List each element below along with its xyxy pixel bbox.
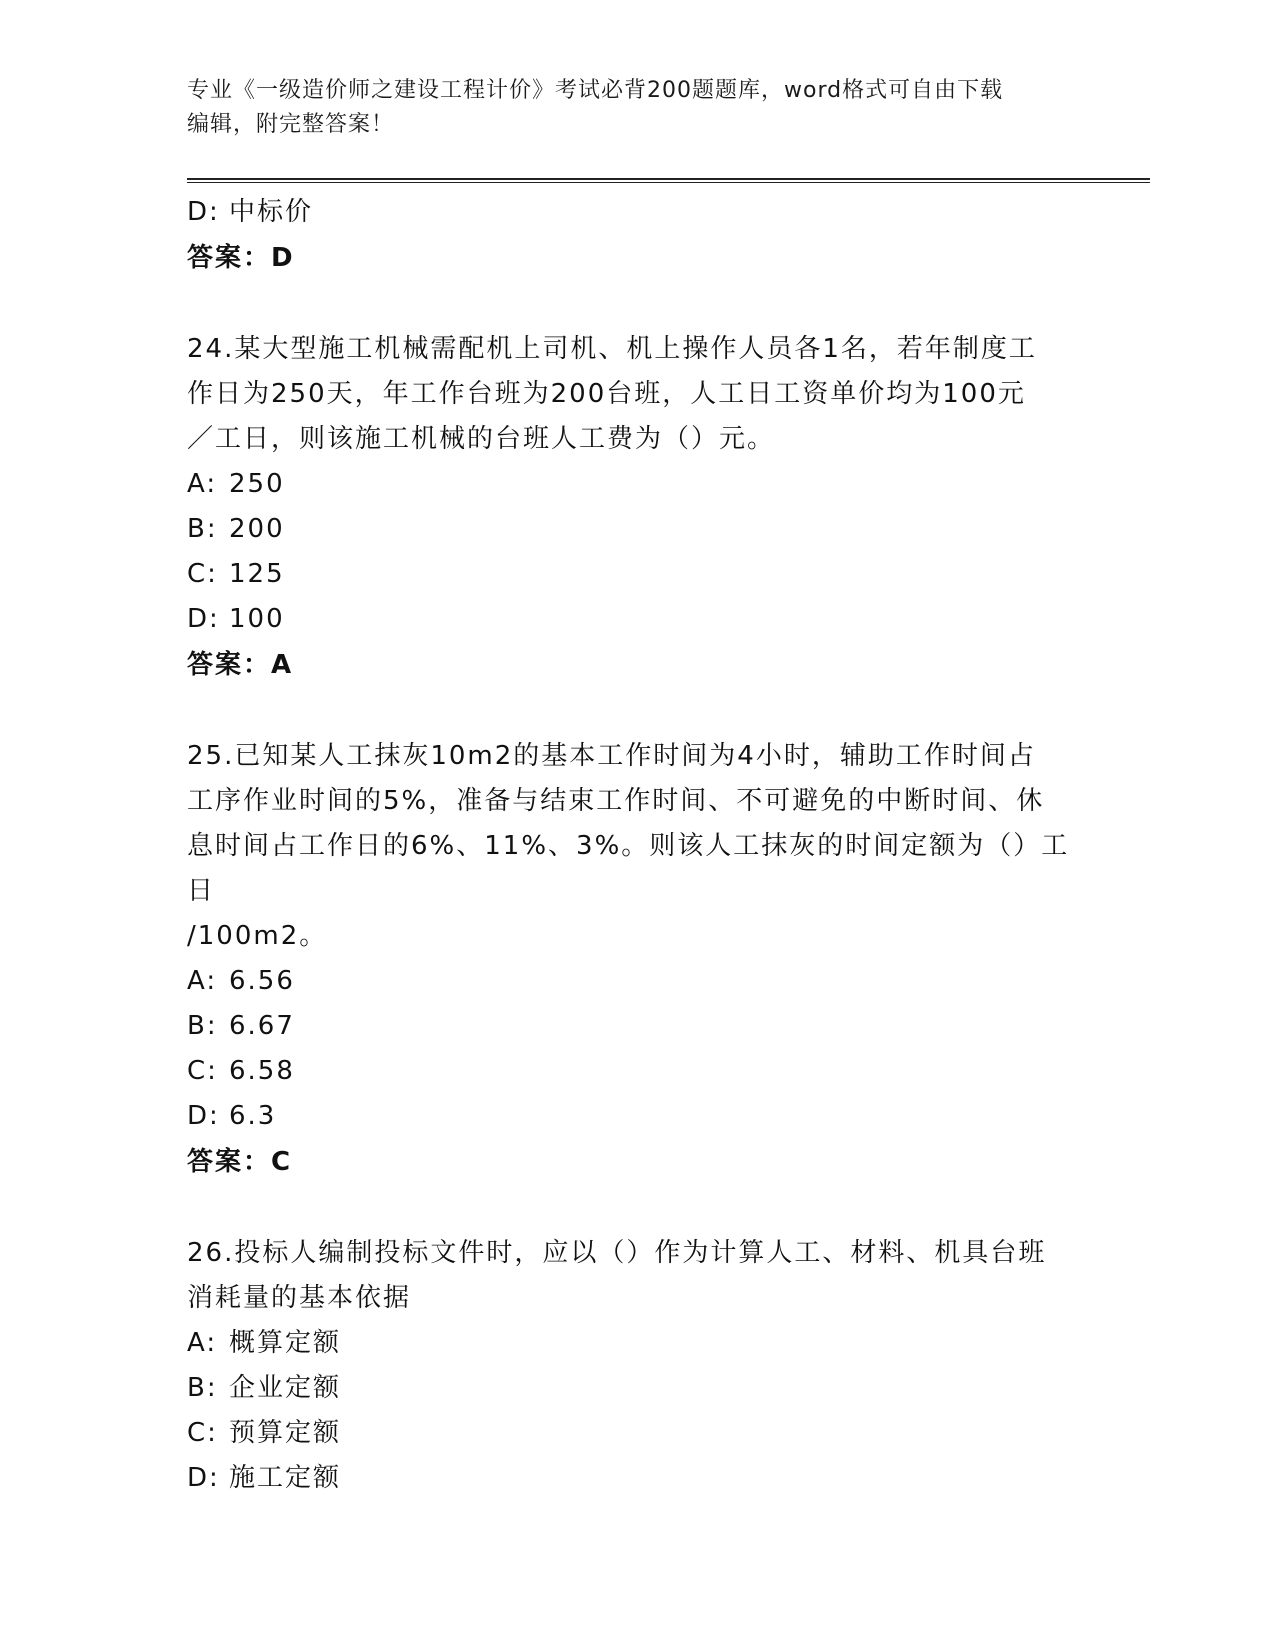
stem-line: 消耗量的基本依据 bbox=[187, 1283, 412, 1313]
stem-line: ／工日，则该施工机械的台班人工费为（）元。 bbox=[187, 424, 776, 454]
option-text: 企业定额 bbox=[229, 1373, 342, 1403]
option-key: C: bbox=[187, 559, 218, 589]
question-content bbox=[187, 190, 1087, 1501]
option-text: 预算定额 bbox=[229, 1418, 342, 1448]
option-b bbox=[187, 507, 1087, 552]
option-a bbox=[187, 1321, 1087, 1366]
option-text: 概算定额 bbox=[229, 1328, 342, 1358]
option-text: 6.58 bbox=[229, 1056, 295, 1086]
option-c bbox=[187, 1411, 1087, 1456]
page-header bbox=[187, 74, 1067, 142]
option-d bbox=[187, 1456, 1087, 1501]
option-key: C: bbox=[187, 1418, 218, 1448]
stem-line: 息时间占工作日的6%、11%、3%。则该人工抹灰的时间定额为（）工日 bbox=[187, 831, 1070, 906]
answer-line: 答案：C bbox=[187, 1147, 293, 1177]
option-text: 6.3 bbox=[229, 1101, 277, 1131]
header-divider bbox=[187, 178, 1150, 183]
option-d bbox=[187, 1094, 1087, 1139]
option-key: A: bbox=[187, 966, 218, 996]
stem-line: /100m2。 bbox=[187, 921, 328, 951]
option-key: B: bbox=[187, 514, 218, 544]
answer-line: 答案：D bbox=[187, 243, 295, 273]
question-stem bbox=[187, 734, 1087, 959]
header-line-2: 编辑，附完整答案！ bbox=[187, 112, 395, 137]
question-stem bbox=[187, 327, 1087, 462]
option-d bbox=[187, 597, 1087, 642]
option-key: B: bbox=[187, 1373, 218, 1403]
stem-line: 25.已知某人工抹灰10m2的基本工作时间为4小时，辅助工作时间占 bbox=[187, 741, 1036, 771]
option-a bbox=[187, 462, 1087, 507]
option-text: 中标价 bbox=[229, 197, 314, 227]
option-key: D: bbox=[187, 1101, 220, 1131]
stem-line: 工序作业时间的5%，准备与结束工作时间、不可避免的中断时间、休 bbox=[187, 786, 1045, 816]
option-text: 6.67 bbox=[229, 1011, 295, 1041]
answer-line: 答案：A bbox=[187, 650, 294, 680]
option-b bbox=[187, 1366, 1087, 1411]
option-text: 200 bbox=[229, 514, 285, 544]
option-c bbox=[187, 1049, 1087, 1094]
question-24 bbox=[187, 327, 1087, 688]
header-line-1: 专业《一级造价师之建设工程计价》考试必背200题题库，word格式可自由下载 bbox=[187, 78, 1004, 103]
option-key: D: bbox=[187, 604, 220, 634]
option-text: 125 bbox=[229, 559, 285, 589]
option-key: C: bbox=[187, 1056, 218, 1086]
option-b bbox=[187, 1004, 1087, 1049]
question-stem bbox=[187, 1231, 1087, 1321]
option-text: 6.56 bbox=[229, 966, 295, 996]
option-a bbox=[187, 959, 1087, 1004]
option-key: B: bbox=[187, 1011, 218, 1041]
option-text: 施工定额 bbox=[229, 1463, 342, 1493]
option-text: 250 bbox=[229, 469, 285, 499]
option-key: A: bbox=[187, 1328, 218, 1358]
stem-line: 24.某大型施工机械需配机上司机、机上操作人员各1名，若年制度工 bbox=[187, 334, 1037, 364]
option-d bbox=[187, 190, 1087, 235]
question-26 bbox=[187, 1231, 1087, 1501]
stem-line: 26.投标人编制投标文件时，应以（）作为计算人工、材料、机具台班 bbox=[187, 1238, 1047, 1268]
question-25 bbox=[187, 734, 1087, 1185]
option-key: A: bbox=[187, 469, 218, 499]
option-c bbox=[187, 552, 1087, 597]
option-key: D: bbox=[187, 197, 220, 227]
option-key: D: bbox=[187, 1463, 220, 1493]
option-text: 100 bbox=[229, 604, 285, 634]
stem-line: 作日为250天，年工作台班为200台班，人工日工资单价均为100元 bbox=[187, 379, 1026, 409]
